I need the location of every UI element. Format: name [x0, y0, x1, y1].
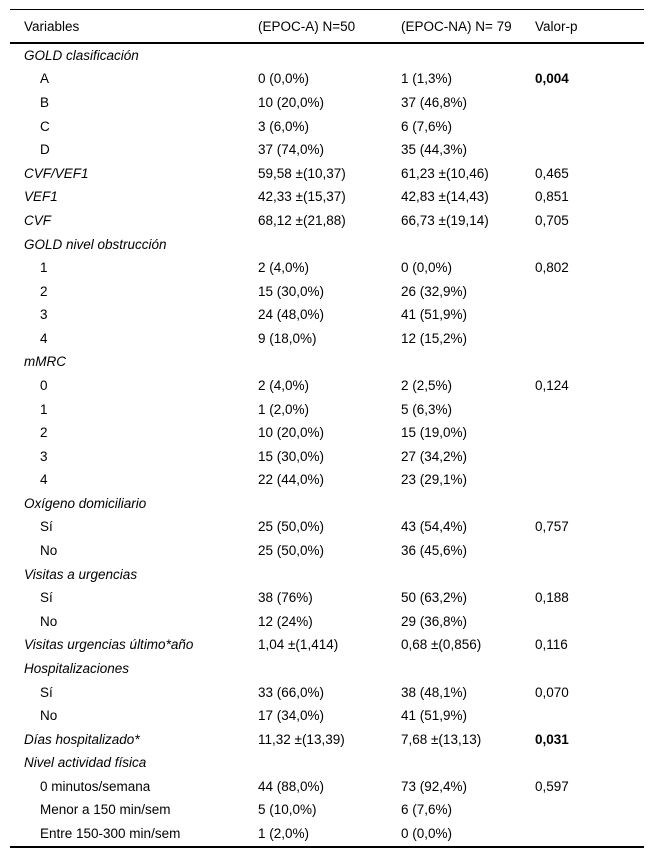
row-label: D [40, 142, 50, 158]
row-label: 1 [40, 260, 48, 276]
value-epoc-na [401, 43, 535, 68]
value-epoc-na: 0 (0,0%) [401, 825, 453, 841]
p-value: 0,116 [535, 637, 568, 653]
value-epoc-na: 35 (44,3%) [401, 142, 468, 158]
table-row [10, 633, 644, 657]
p-value [535, 799, 644, 823]
value-epoc-a: 12 (24%) [258, 613, 313, 629]
column-header-variables: Variables [24, 19, 80, 34]
row-label: Sí [40, 590, 53, 606]
value-epoc-a: 2 (4,0%) [258, 377, 310, 393]
value-epoc-a [258, 751, 401, 775]
table-row [10, 91, 644, 115]
value-epoc-na [401, 492, 535, 516]
p-value [535, 327, 644, 351]
table-row [10, 138, 644, 162]
value-epoc-na: 12 (15,2%) [401, 330, 468, 346]
table-row [10, 468, 644, 492]
table-row [10, 209, 644, 233]
row-label: 2 [40, 283, 48, 299]
table-row [10, 539, 644, 563]
value-epoc-a: 3 (6,0%) [258, 118, 310, 134]
row-label: Oxígeno domiciliario [24, 495, 147, 511]
p-value: 0,124 [535, 377, 569, 393]
row-label: Menor a 150 min/sem [40, 802, 171, 818]
p-value: 0,070 [535, 684, 569, 700]
column-header-epoc-a: (EPOC-A) N=50 [258, 19, 356, 34]
value-epoc-a: 10 (20,0%) [258, 95, 325, 111]
table-body [10, 43, 644, 847]
p-value: 0,465 [535, 165, 569, 181]
row-label: 2 [40, 425, 48, 441]
table-row [10, 162, 644, 186]
row-label: B [40, 95, 50, 111]
value-epoc-na: 43 (54,4%) [401, 519, 468, 535]
table-row [10, 657, 644, 681]
table-header [10, 10, 644, 44]
table-row [10, 704, 644, 728]
value-epoc-a: 25 (50,0%) [258, 543, 325, 559]
table-row [10, 681, 644, 705]
value-epoc-na: 0,68 ±(0,856) [401, 637, 482, 653]
table-row [10, 421, 644, 445]
value-epoc-na [401, 751, 535, 775]
value-epoc-a: 1 (2,0%) [258, 401, 310, 417]
value-epoc-a: 9 (18,0%) [258, 330, 317, 346]
value-epoc-a: 37 (74,0%) [258, 142, 325, 158]
value-epoc-na: 29 (36,8%) [401, 613, 468, 629]
row-label: A [40, 71, 50, 87]
row-label: 3 [40, 448, 48, 464]
value-epoc-na: 61,23 ±(10,46) [401, 165, 489, 181]
p-value [535, 704, 644, 728]
row-label: GOLD nivel obstrucción [24, 236, 167, 252]
table-row [10, 775, 644, 799]
row-label: Entre 150-300 min/sem [40, 825, 181, 841]
value-epoc-na [401, 657, 535, 681]
row-label: Visitas urgencias último*año [24, 637, 194, 653]
value-epoc-na: 2 (2,5%) [401, 377, 453, 393]
row-label: 1 [40, 401, 48, 417]
table-row [10, 822, 644, 847]
p-value [535, 115, 644, 139]
value-epoc-a: 15 (30,0%) [258, 448, 325, 464]
value-epoc-a [258, 563, 401, 587]
p-value: 0,851 [535, 189, 569, 205]
value-epoc-a [258, 43, 401, 68]
row-label: C [40, 118, 50, 134]
value-epoc-na: 15 (19,0%) [401, 425, 468, 441]
value-epoc-a: 22 (44,0%) [258, 472, 325, 488]
p-value: 0,757 [535, 519, 569, 535]
table-row [10, 751, 644, 775]
value-epoc-na [401, 351, 535, 375]
p-value [535, 421, 644, 445]
p-value: 0,597 [535, 778, 569, 794]
p-value [535, 468, 644, 492]
table-row [10, 327, 644, 351]
value-epoc-a: 1,04 ±(1,414) [258, 637, 339, 653]
table-row [10, 43, 644, 68]
row-label: No [40, 708, 58, 724]
value-epoc-na: 41 (51,9%) [401, 708, 468, 724]
data-table [10, 9, 644, 848]
p-value [535, 280, 644, 304]
row-label: 3 [40, 307, 48, 323]
row-label: No [40, 613, 58, 629]
table-row [10, 492, 644, 516]
table-row [10, 610, 644, 634]
row-label: Sí [40, 684, 53, 700]
value-epoc-na: 5 (6,3%) [401, 401, 453, 417]
value-epoc-na: 73 (92,4%) [401, 778, 468, 794]
value-epoc-a: 10 (20,0%) [258, 425, 325, 441]
value-epoc-na: 7,68 ±(13,13) [401, 731, 482, 747]
value-epoc-a: 17 (34,0%) [258, 708, 325, 724]
p-value [535, 351, 644, 375]
p-value [535, 539, 644, 563]
table-row [10, 374, 644, 398]
value-epoc-na: 66,73 ±(19,14) [401, 212, 489, 228]
value-epoc-a: 42,33 ±(15,37) [258, 189, 346, 205]
column-header-epoc-na: (EPOC-NA) N= 79 [401, 19, 512, 34]
value-epoc-a [258, 233, 401, 257]
p-value: 0,188 [535, 590, 569, 606]
row-label: Sí [40, 519, 53, 535]
row-label: 4 [40, 472, 48, 488]
p-value: 0,004 [535, 71, 569, 87]
value-epoc-na: 50 (63,2%) [401, 590, 468, 606]
row-label: No [40, 543, 58, 559]
value-epoc-a [258, 492, 401, 516]
value-epoc-na: 36 (45,6%) [401, 543, 468, 559]
p-value [535, 751, 644, 775]
header-row [10, 10, 644, 44]
value-epoc-a [258, 657, 401, 681]
table-row [10, 303, 644, 327]
p-value [535, 445, 644, 469]
value-epoc-na [401, 233, 535, 257]
p-value [535, 657, 644, 681]
table-row [10, 516, 644, 540]
p-value [535, 398, 644, 422]
row-label: mMRC [24, 354, 66, 370]
table-row [10, 586, 644, 610]
row-label: 0 [40, 377, 48, 393]
row-label: VEF1 [24, 189, 58, 205]
value-epoc-a: 11,32 ±(13,39) [258, 731, 345, 747]
value-epoc-na: 37 (46,8%) [401, 95, 468, 111]
value-epoc-a: 59,58 ±(10,37) [258, 165, 346, 181]
value-epoc-a: 24 (48,0%) [258, 307, 325, 323]
table-row [10, 445, 644, 469]
table-row [10, 68, 644, 92]
p-value [535, 492, 644, 516]
row-label: 4 [40, 330, 48, 346]
p-value [535, 91, 644, 115]
value-epoc-a: 5 (10,0%) [258, 802, 317, 818]
value-epoc-a: 1 (2,0%) [258, 825, 310, 841]
table-row [10, 728, 644, 752]
table-row [10, 799, 644, 823]
value-epoc-na: 41 (51,9%) [401, 307, 468, 323]
value-epoc-a: 25 (50,0%) [258, 519, 325, 535]
row-label: GOLD clasificación [24, 47, 139, 63]
p-value [535, 610, 644, 634]
p-value [535, 43, 644, 68]
value-epoc-na: 42,83 ±(14,43) [401, 189, 489, 205]
row-label: Días hospitalizado* [24, 731, 140, 747]
table-row [10, 280, 644, 304]
row-label: CVF [24, 212, 51, 228]
value-epoc-a: 44 (88,0%) [258, 778, 325, 794]
value-epoc-na: 6 (7,6%) [401, 118, 453, 134]
value-epoc-a: 0 (0,0%) [258, 71, 310, 87]
value-epoc-na: 0 (0,0%) [401, 260, 453, 276]
table-row [10, 185, 644, 209]
table-row [10, 351, 644, 375]
p-value [535, 138, 644, 162]
row-label: Nivel actividad física [24, 755, 147, 771]
value-epoc-na: 38 (48,1%) [401, 684, 468, 700]
value-epoc-na: 6 (7,6%) [401, 802, 453, 818]
row-label: CVF/VEF1 [24, 165, 89, 181]
table-row [10, 115, 644, 139]
p-value: 0,802 [535, 260, 569, 276]
value-epoc-na: 23 (29,1%) [401, 472, 468, 488]
value-epoc-a: 2 (4,0%) [258, 260, 310, 276]
value-epoc-na [401, 563, 535, 587]
table-row [10, 398, 644, 422]
p-value: 0,705 [535, 212, 569, 228]
value-epoc-a [258, 351, 401, 375]
value-epoc-a: 38 (76%) [258, 590, 313, 606]
p-value [535, 303, 644, 327]
value-epoc-a: 68,12 ±(21,88) [258, 212, 346, 228]
value-epoc-na: 26 (32,9%) [401, 283, 468, 299]
p-value [535, 822, 644, 847]
value-epoc-a: 33 (66,0%) [258, 684, 325, 700]
row-label: 0 minutos/semana [40, 778, 151, 794]
column-header-valor-p: Valor-p [535, 19, 578, 34]
table-row [10, 233, 644, 257]
row-label: Hospitalizaciones [24, 660, 130, 676]
value-epoc-na: 27 (34,2%) [401, 448, 468, 464]
value-epoc-a: 15 (30,0%) [258, 283, 325, 299]
table-row [10, 256, 644, 280]
row-label: Visitas a urgencias [24, 566, 138, 582]
p-value [535, 563, 644, 587]
value-epoc-na: 1 (1,3%) [401, 71, 453, 87]
p-value: 0,031 [535, 731, 569, 747]
table-row [10, 563, 644, 587]
p-value [535, 233, 644, 257]
